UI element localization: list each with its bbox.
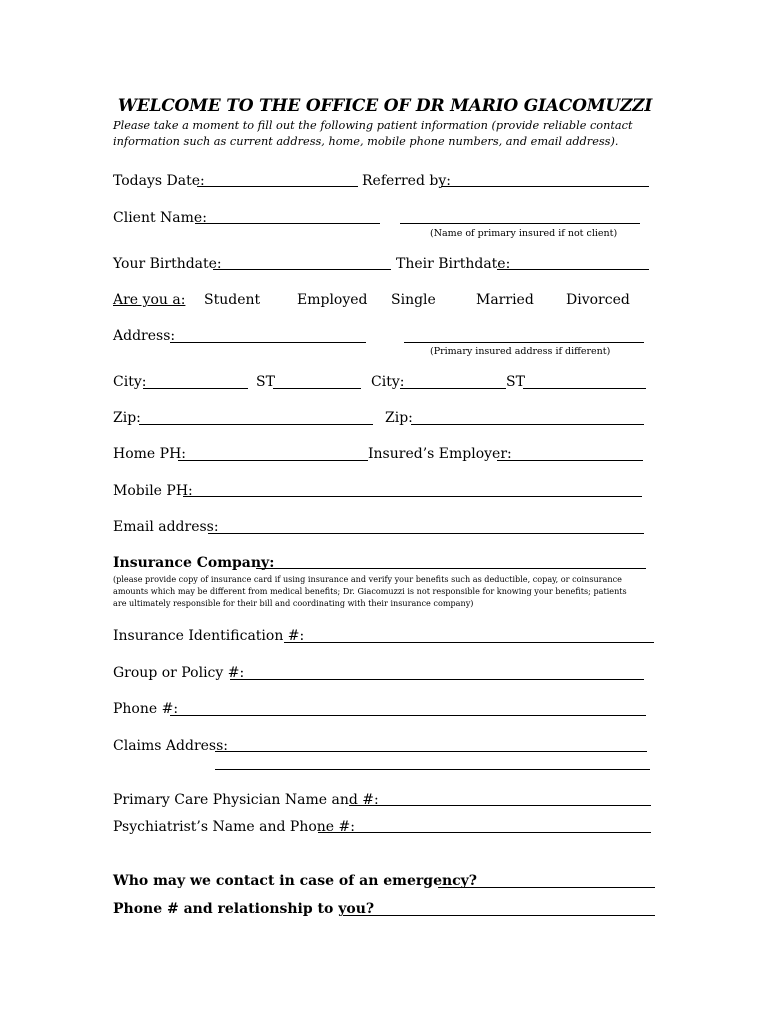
option-married[interactable]: Married bbox=[476, 292, 534, 308]
option-single[interactable]: Single bbox=[391, 292, 436, 308]
city-label: City: bbox=[113, 374, 147, 390]
pcp-field[interactable] bbox=[349, 805, 651, 806]
emergency-contact-field[interactable] bbox=[438, 887, 655, 888]
primary-insured-address-note: (Primary insured address if different) bbox=[430, 346, 611, 357]
insureds-employer-label: Insured’s Employer: bbox=[368, 446, 512, 462]
address-label: Address: bbox=[113, 328, 176, 344]
form-title: WELCOME TO THE OFFICE OF DR MARIO GIACOMUZZI bbox=[117, 96, 653, 116]
insurance-note-3: are ultimately responsible for their bill and coordinating with their insurance company) bbox=[113, 598, 474, 608]
their-birthdate-field[interactable] bbox=[497, 269, 649, 270]
claims-address-field-2[interactable] bbox=[215, 769, 650, 770]
st-field[interactable] bbox=[273, 388, 361, 389]
emergency-phone-field[interactable] bbox=[343, 915, 655, 916]
city-field[interactable] bbox=[143, 388, 248, 389]
psychiatrist-label: Psychiatrist’s Name and Phone #: bbox=[113, 819, 355, 835]
your-birthdate-field[interactable] bbox=[213, 269, 391, 270]
primary-insured-name-note: (Name of primary insured if not client) bbox=[430, 228, 618, 239]
primary-insured-name-field[interactable] bbox=[400, 223, 640, 224]
referred-by-field[interactable] bbox=[441, 186, 649, 187]
insurance-id-field[interactable] bbox=[284, 642, 654, 643]
intro-line-2: information such as current address, home, mobile phone numbers, and email address). bbox=[113, 135, 619, 148]
client-name-field[interactable] bbox=[195, 223, 380, 224]
email-label: Email address: bbox=[113, 519, 219, 535]
zip2-field[interactable] bbox=[411, 424, 644, 425]
are-you-a-label: Are you a: bbox=[113, 292, 186, 308]
insurance-note-1: (please provide copy of insurance card if using insurance and verify your benefits such as deductible, copay, or coinsurance bbox=[113, 574, 622, 584]
claims-address-field[interactable] bbox=[215, 751, 647, 752]
city2-field[interactable] bbox=[400, 388, 506, 389]
st2-field[interactable] bbox=[523, 388, 646, 389]
claims-address-label: Claims Address: bbox=[113, 738, 229, 754]
pcp-label: Primary Care Physician Name and #: bbox=[113, 792, 379, 808]
option-employed[interactable]: Employed bbox=[297, 292, 368, 308]
zip2-label: Zip: bbox=[385, 410, 413, 426]
emergency-phone-label: Phone # and relationship to you? bbox=[113, 901, 375, 917]
your-birthdate-label: Your Birthdate: bbox=[113, 256, 222, 272]
st2-label: ST bbox=[506, 374, 525, 390]
primary-insured-address-field[interactable] bbox=[404, 342, 644, 343]
psychiatrist-field[interactable] bbox=[318, 832, 651, 833]
emergency-contact-label: Who may we contact in case of an emergency? bbox=[113, 873, 478, 889]
client-name-label: Client Name: bbox=[113, 210, 207, 226]
insurance-note-2: amounts which may be different from medical benefits; Dr. Giacomuzzi is not responsible for knowing your benefits; patients bbox=[113, 586, 627, 596]
option-student[interactable]: Student bbox=[204, 292, 261, 308]
insurance-company-field[interactable] bbox=[256, 568, 646, 569]
zip-label: Zip: bbox=[113, 410, 141, 426]
mobile-ph-label: Mobile PH: bbox=[113, 483, 193, 499]
group-policy-label: Group or Policy #: bbox=[113, 665, 245, 681]
home-ph-field[interactable] bbox=[178, 460, 368, 461]
phone-label: Phone #: bbox=[113, 701, 179, 717]
phone-field[interactable] bbox=[170, 715, 646, 716]
email-field[interactable] bbox=[208, 533, 644, 534]
home-ph-label: Home PH: bbox=[113, 446, 186, 462]
zip-field[interactable] bbox=[139, 424, 373, 425]
referred-by-label: Referred by: bbox=[362, 173, 451, 189]
intro-line-1: Please take a moment to fill out the following patient information (provide reliable contact bbox=[113, 119, 633, 132]
city2-label: City: bbox=[371, 374, 405, 390]
address-field[interactable] bbox=[170, 342, 366, 343]
option-divorced[interactable]: Divorced bbox=[566, 292, 630, 308]
st-label: ST bbox=[256, 374, 275, 390]
mobile-ph-field[interactable] bbox=[183, 496, 642, 497]
insureds-employer-field[interactable] bbox=[497, 460, 643, 461]
insurance-company-label: Insurance Company: bbox=[113, 555, 275, 571]
todays-date-label: Todays Date: bbox=[113, 173, 205, 189]
todays-date-field[interactable] bbox=[197, 186, 358, 187]
group-policy-field[interactable] bbox=[230, 679, 644, 680]
their-birthdate-label: Their Birthdate: bbox=[396, 256, 511, 272]
insurance-id-label: Insurance Identification #: bbox=[113, 628, 305, 644]
